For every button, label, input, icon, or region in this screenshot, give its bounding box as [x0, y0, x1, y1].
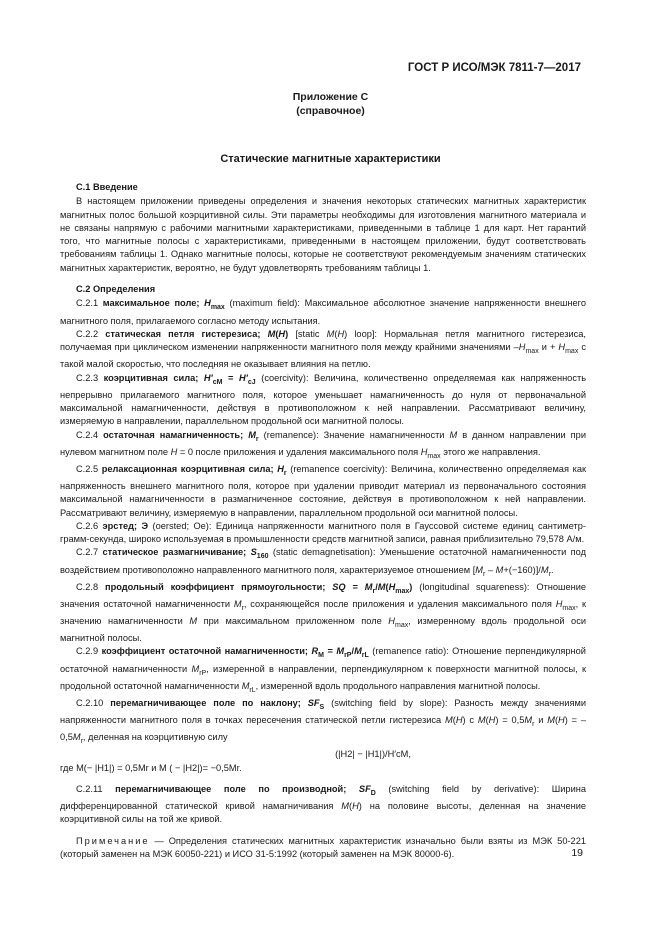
definition-c23: С.2.3 коэрцитивная сила; $H'_{cM} = H'_{cJ}$ (coercivity): Величина, количественно определяемая как напряженность непрерывно прилагаемого магнитного поля, которое уменьшает намагниченность до нуля от первоначальной максимальной намагниченности, действуя в противоположном к ней направлении. Рассматривают величину, измеряемую в направлении, параллельном продольной оси магнитной полосы. — [60, 372, 587, 427]
definition-c211: С.2.11 перемагничивающее поле по производной; $SF_D$ (switching field by derivative): Ширина дифференцированной статической кривой намагничивания M(H) на половине высоты, деленная на значение коэрцитивной силы на той же кривой. — [60, 783, 587, 825]
formula-where-clause: где M(− |H1|) = 0,5Mr и M ( − |H2|)= −0,5Mr. — [60, 762, 242, 773]
definition-c29: С.2.9 коэффициент остаточной намагниченности; $R_M = M_{rP}/M_{rL}$ (remanence ratio): Отношение перпендикулярной остаточной намагниченности $M_{rP}$, измеренной в направлении, перпендикулярном к поверхности магнитной полосы, к продольной остаточной намагниченности $M_{rL}$, измеренной вдоль продольного направления магнитной полосы. — [60, 646, 586, 694]
definition-c210: С.2.10 перемагничивающее поле по наклону; $SF_S$ (switching field by slope): Разность между значениями напряженности магнитного поля в точках пересечения статической петли гистерезиса M(H) с $M(H) = 0,5M_r$ и $M(H) = -0,5M_r$, деленная на коэрцитивную силу — [60, 697, 587, 746]
definition-c28: С.2.8 продольный коэффициент прямоугольности; SQ = $M_r/M(H_{max})$ (longitudinal squareness): Отношение значения остаточной намагниченности $M_r$, сохраняющейся после приложения и удаления максимального поля $H_{max}$, к значению намагниченности M при максимальном приложенном поле $H_{max}$, измеренному вдоль продольной оси магнитной полосы. — [60, 581, 587, 644]
definition-c22: С.2.2 статическая петля гистерезиса; M(H) [static M(H) loop]: Нормальная петля магнитного гистерезиса, получаемая при циклическом изменении напряженности магнитного поля между крайними значениями $-H_{max}$ $и + H_{max}$ с такой малой скоростью, что последняя не оказывает влияния на петлю. — [60, 328, 586, 370]
section1-heading: С.1 Введение — [76, 182, 138, 192]
page-number: 19 — [571, 847, 583, 859]
definition-c24: С.2.4 остаточная намагниченность; $M_r$ (remanence): Значение намагниченности M в данном направлении при нулевом магнитном поле H = 0 после приложения и удаления максимального поля $H_{max}$ этого же направления. — [60, 429, 586, 460]
annex-title: Приложение С — [292, 91, 369, 103]
section2-heading: С.2 Определения — [76, 284, 156, 295]
note-label: Примечание — [76, 835, 150, 846]
section1-paragraph: В настоящем приложении приведены определения и значения некоторых статических магнитных характеристик магнитных полос большой коэрцитивной силы. Эти параметры необходимы для изготовления магнитного материала и не связаны напрямую с рабочими магнитными характеристиками, приведенными в таблице 1 для карт. Нет гарантий того, что магнитные полосы с характеристиками, приведенными в настоящем приложении, будут соответствовать требованиям таблицы 1. Однако магнитные полосы, которые не соответствуют рекомендуемым значениям статических магнитных характеристик, вероятно, не будут удовлетворять требованиям таблицы 1. — [60, 196, 586, 273]
definition-c27: С.2.7 статическое размагничивание; $S_{160}$ (static demagnetisation): Уменьшение остаточной намагниченности под воздействием противоположно направленного магнитного поля, характеризуемое отношением $[M_r - M+(-160)]/M_r$. — [60, 547, 586, 578]
definition-c21: С.2.1 максимальное поле; $H_{max}$ (maximum field): Максимальное абсолютное значение напряженности внешнего магнитного поля, прилагаемого согласно методу испытания. — [60, 298, 586, 326]
main-title: Статические магнитные характеристики — [220, 153, 441, 165]
annex-subtitle: (справочное) — [296, 105, 365, 117]
definition-c26: С.2.6 эрстед; Э (oersted; Oe): Единица напряженности магнитного поля в Гауссовой системе единиц сантиметр-грамм-секунда, широко используемая в промышленности средств магнитной записи, равная приблизительно 79,578 А/м. — [60, 520, 586, 545]
formula-switching-field: (|H2| − |H1|)/H′cM, — [335, 749, 411, 760]
document-body — [60, 181, 586, 861]
annex-heading — [0, 90, 661, 118]
note — [60, 835, 586, 862]
definition-c25: С.2.5 релаксационная коэрцитивная сила; $H_r$ (remanence coercivity): Величина, количественно определяемая как напряженность внешнего магнитного поля, которое при удалении приводит материал из первоначального состояния максимальной намагниченности в размагниченное состояние, действуя в противоположном к ней направлении. Рассматривают величину, измеряемую в направлении, параллельном продольной оси магнитной полосы. — [60, 463, 587, 518]
standard-designation: ГОСТ Р ИСО/МЭК 7811-7—2017 — [407, 62, 581, 74]
note-text: — Определения статических магнитных характеристик изначально были взяты из МЭК 50-221 (который заменен на МЭК 60050-221) и ИСО 31-5:1992 (который заменен на МЭК 80000-6). — [60, 835, 586, 859]
